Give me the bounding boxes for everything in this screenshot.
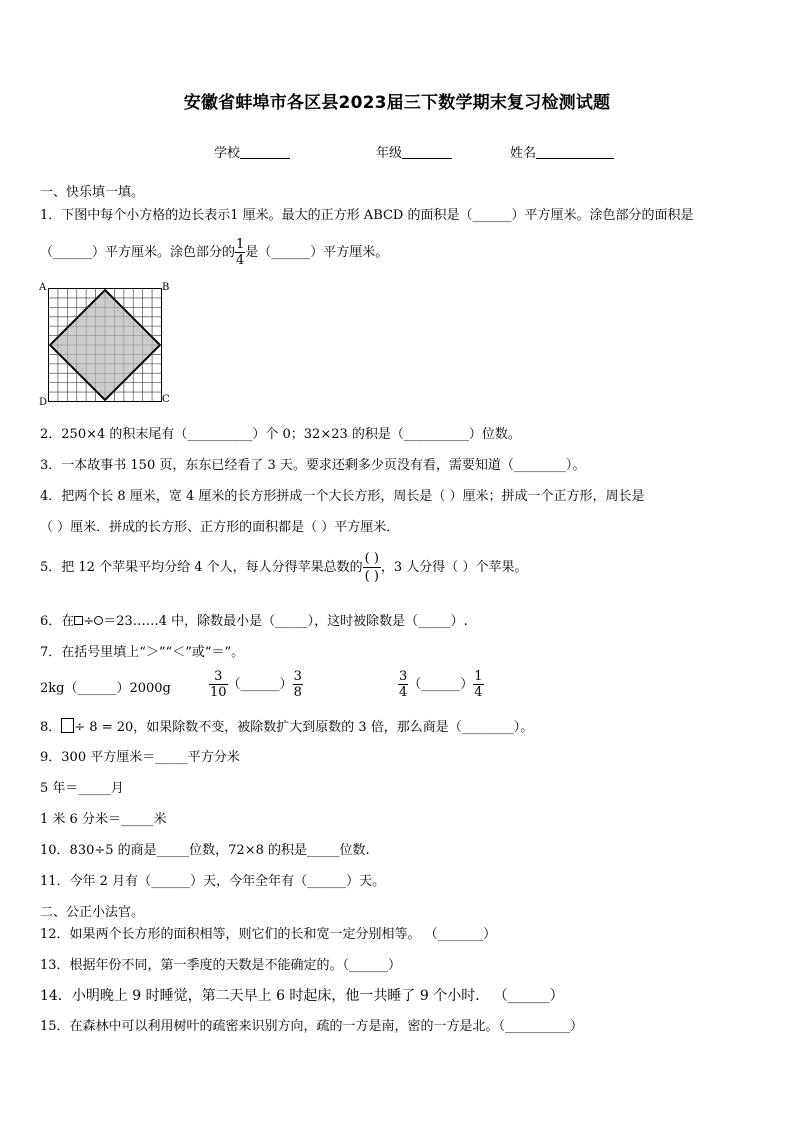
name-label: 姓名 (510, 146, 537, 161)
question-1-text-b: 是（______）平方厘米。 (245, 245, 389, 260)
fraction-numerator: 1 (236, 237, 245, 252)
question-5 (40, 548, 527, 588)
question-1-line-1: 1．下图中每个小方格的边长表示1 厘米。最大的正方形 ABCD 的面积是（______）平方厘米。涂色部分的面积是 (40, 208, 694, 223)
grade-label: 年级 (376, 146, 403, 161)
question-8-text: ÷ 8 = 20，如果除数不变，被除数扩大到原数的 3 倍，那么商是（________）。 (74, 720, 534, 735)
question-1-line-2 (40, 234, 388, 272)
question-8-number: 8． (40, 720, 62, 735)
question-6-text-b: ＝23……4 中，除数最小是（_____），这时被除数是（_____）. (103, 614, 468, 629)
question-9-b: 5 年＝_____月 (40, 781, 124, 796)
fraction-3-10: $\frac{3}{10}$ (210, 669, 227, 700)
question-7: 7．在括号里填上“＞”“＜”或“＝”。 (40, 645, 245, 660)
question-1-text-a: （______）平方厘米。涂色部分的 (40, 245, 236, 260)
blank-1[interactable]: （______） (227, 677, 293, 692)
question-7-comparison-3 (398, 669, 484, 700)
question-2: 2．250×4 的积末尾有（__________）个 0；32×23 的积是（__________）位数。 (40, 427, 521, 442)
question-9-a: 9．300 平方厘米＝_____平方分米 (40, 750, 240, 765)
fraction-3-8: $\frac{3}{8}$ (293, 669, 302, 700)
question-4-line-2: （ ）厘米．拼成的长方形、正方形的面积都是（ ）平方厘米． (40, 520, 400, 535)
question-10: 10．830÷5 的商是_____位数，72×8 的积是_____位数. (40, 843, 370, 858)
label-c: C (162, 394, 170, 405)
question-12: 12．如果两个长方形的面积相等，则它们的长和宽一定分别相等。 （_______） (40, 927, 497, 942)
school-label: 学校 (214, 146, 241, 161)
school-field[interactable] (214, 142, 290, 161)
question-13: 13．根据年份不同，第一季度的天数是不能确定的。（______） (40, 958, 402, 973)
question-5-text-b: ，3 人分得（ ）个苹果。 (380, 560, 528, 575)
question-9-c: 1 米 6 分米＝_____米 (40, 812, 167, 827)
fraction-blank-denominator: ( ) (364, 569, 379, 584)
fraction-one-quarter (235, 237, 245, 268)
page-title: 安徽省蚌埠市各区县2023届三下数学期末复习检测试题 (183, 93, 611, 113)
section-1-heading: 一、快乐填一填。 (40, 185, 145, 200)
grid-figure (48, 288, 164, 404)
school-blank[interactable] (240, 145, 290, 159)
question-11: 11．今年 2 月有（______）天，今年全年有（______）天。 (40, 874, 386, 889)
question-4-line-1: 4．把两个长 8 厘米，宽 4 厘米的长方形拼成一个大长方形，周长是（ ）厘米；拼成一个正方形，周长是 (40, 489, 645, 504)
grade-blank[interactable] (402, 145, 452, 159)
square-placeholder-icon (74, 616, 83, 625)
box-placeholder-icon (61, 718, 74, 733)
question-5-text-a: 5．把 12 个苹果平均分给 4 个人，每人分得苹果总数的 (40, 560, 363, 575)
label-a: A (39, 282, 47, 293)
label-b: B (162, 282, 170, 293)
label-d: D (39, 397, 48, 408)
question-6-text-a: 6．在 (40, 614, 75, 629)
circle-placeholder-icon (94, 616, 103, 625)
question-6 (40, 614, 468, 630)
fraction-blank-numerator: ( ) (364, 551, 379, 566)
section-2-heading: 二、公正小法官。 (40, 905, 145, 920)
question-5-fraction[interactable] (363, 550, 381, 585)
question-14: 14．小明晚上 9 时睡觉，第二天早上 6 时起床，他一共睡了 9 个小时． （______） (40, 988, 564, 1004)
question-7-comparison-2 (209, 669, 303, 700)
fraction-denominator: 4 (236, 253, 245, 268)
question-3: 3．一本故事书 150 页，东东已经看了 3 天。要求还剩多少页没有看，需要知道（________）。 (40, 458, 586, 473)
question-15: 15．在森林中可以利用树叶的疏密来识别方向，疏的一方是南，密的一方是北。（__________） (40, 1019, 584, 1034)
fraction-1-4: $\frac{1}{4}$ (474, 669, 483, 700)
blank-2[interactable]: （______） (408, 677, 474, 692)
name-field[interactable] (510, 142, 614, 161)
grade-field[interactable] (376, 142, 452, 161)
fraction-3-4: $\frac{3}{4}$ (399, 669, 408, 700)
question-8 (40, 718, 533, 736)
division-sign: ÷ (83, 614, 95, 629)
question-7-comparison-1: 2kg（______）2000g (40, 681, 171, 696)
name-blank[interactable] (536, 145, 614, 159)
